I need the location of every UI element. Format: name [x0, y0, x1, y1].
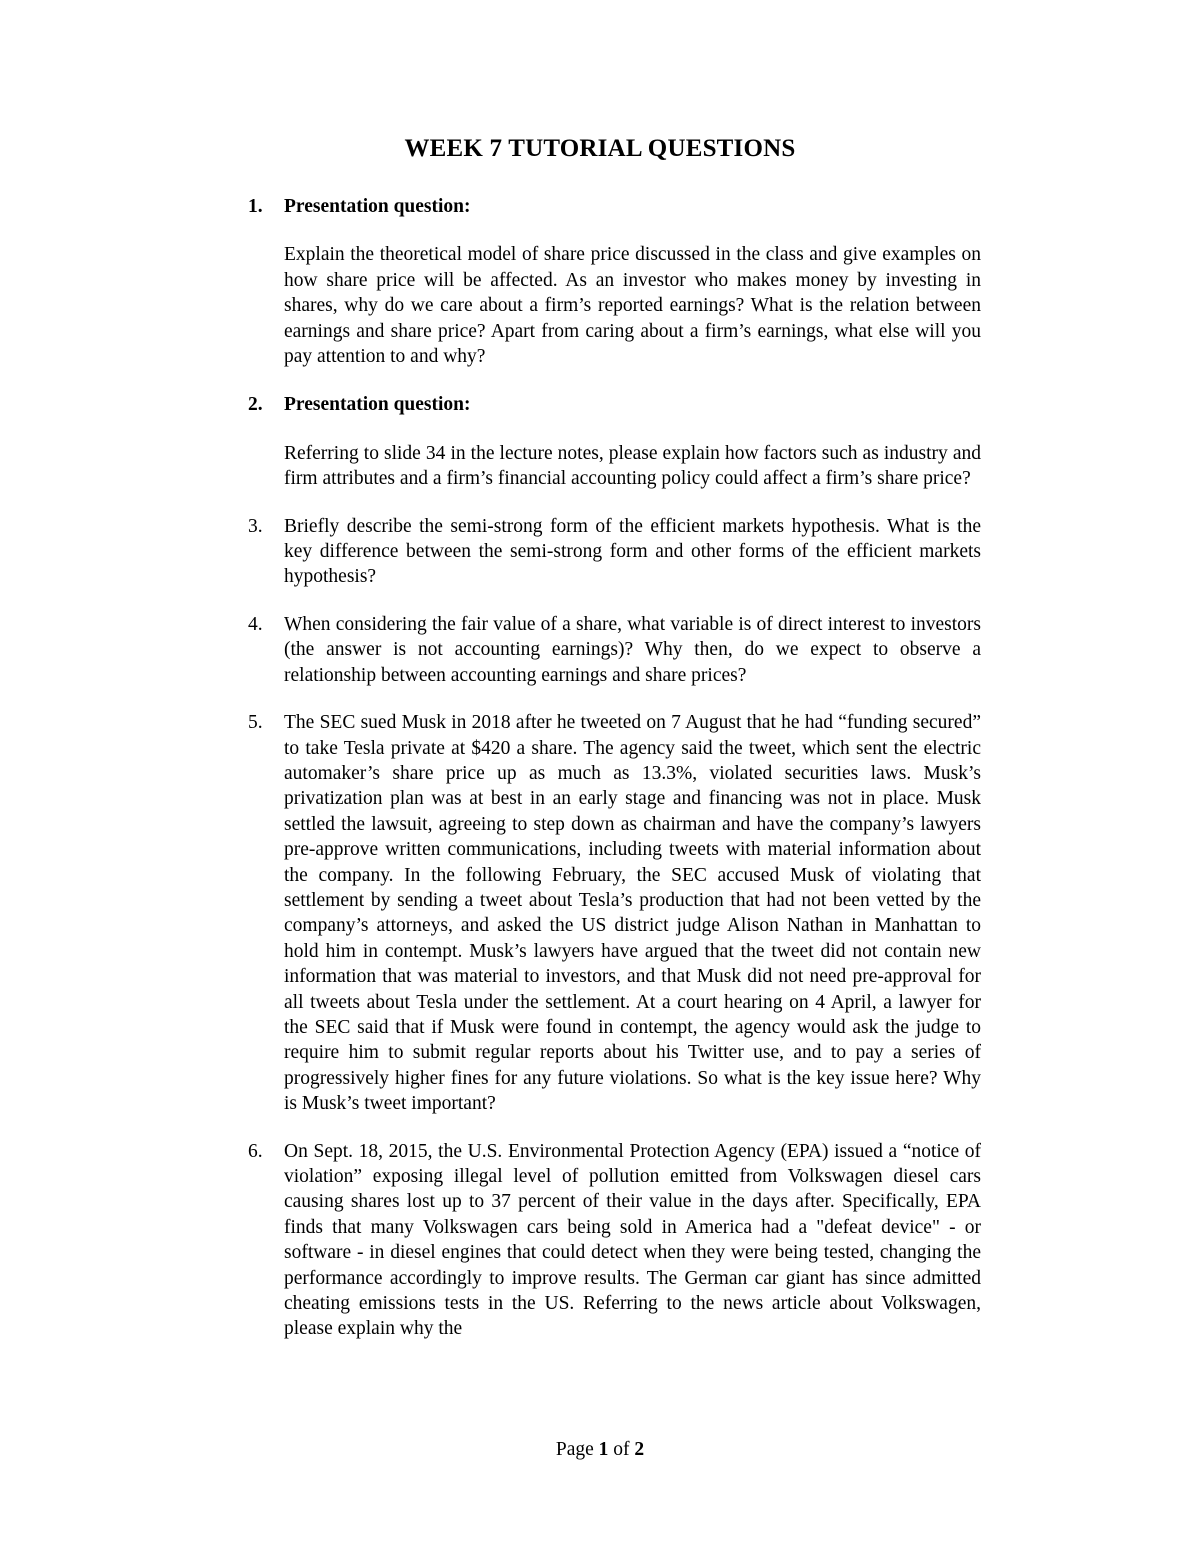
question-6	[248, 1139, 981, 1342]
question-number: 1.	[248, 196, 263, 217]
question-list	[248, 194, 981, 1342]
question-number: 3.	[248, 515, 263, 537]
page-footer	[0, 1437, 1200, 1463]
question-heading: Presentation question:	[284, 196, 471, 217]
question-number: 2.	[248, 394, 263, 416]
question-number: 4.	[248, 613, 263, 635]
footer-separator: of	[613, 1439, 630, 1460]
question-2	[248, 392, 981, 491]
question-text: The SEC sued Musk in 2018 after he tweeted on 7 August that he had “funding secured” to take Tesla private at $420 a share. The agency said the tweet, which sent the electric automaker’s share price up as much as 13.3%, violated securities laws. Musk’s privatization plan was at best in an early stage and financing was not in place. Musk settled the lawsuit, agreeing to step down as chairman and have the company’s lawyers pre-approve written communications, including tweets with material information about the company. In the following February, the SEC accused Musk of violating that settlement by sending a tweet about Tesla’s production that had not been vetted by the company’s attorneys, and asked the US district judge Alison Nathan in Manhattan to hold him in contempt. Musk’s lawyers have argued that the tweet did not contain new information that was material to investors, and that Musk did not need pre-approval for all tweets about Tesla under the settlement. At a court hearing on 4 April, a lawyer for the SEC said that if Musk were found in contempt, the agency would ask the judge to require him to submit regular reports about his Twitter use, and to pay a series of progressively higher fines for any future violations. So what is the key issue here? Why is Musk’s tweet important?	[284, 712, 981, 1115]
question-text: On Sept. 18, 2015, the U.S. Environmental Protection Agency (EPA) issued a “notice of violation” exposing illegal level of pollution emitted from Volkswagen diesel cars causing shares lost up to 37 percent of their value in the days after. Specifically, EPA finds that many Volkswagen cars being sold in America had a "defeat device" - or software - in diesel engines that could detect when they were being tested, changing the performance accordingly to improve results. The German car giant has since admitted cheating emissions tests in the US. Referring to the news article about Volkswagen, please explain why the	[284, 1140, 981, 1340]
footer-current-page: 1	[598, 1439, 609, 1460]
question-4	[248, 612, 981, 688]
question-text: Explain the theoretical model of share price discussed in the class and give examples on how share price will be affected. As an investor who makes money by investing in shares, why do we care about a firm’s reported earnings? What is the relation between earnings and share price? Apart from caring about a firm’s earnings, what else will you pay attention to and why?	[284, 244, 981, 368]
question-5	[248, 710, 981, 1117]
footer-prefix: Page	[555, 1439, 594, 1460]
question-text: Referring to slide 34 in the lecture notes, please explain how factors such as industry and firm attributes and a firm’s financial accounting policy could affect a firm’s share price?	[284, 442, 981, 490]
question-number: 5.	[248, 712, 263, 734]
question-3	[248, 514, 981, 590]
question-text: Briefly describe the semi-strong form of the efficient markets hypothesis. What is the key difference between the semi-strong form and other forms of the efficient markets hypothesis?	[284, 515, 981, 588]
page-title: WEEK 7 TUTORIAL QUESTIONS	[404, 135, 796, 162]
question-1	[248, 194, 981, 369]
question-text: When considering the fair value of a share, what variable is of direct interest to investors (the answer is not accounting earnings)? Why then, do we expect to observe a relationship between accounting earnings and share prices?	[284, 613, 981, 686]
question-number: 6.	[248, 1140, 263, 1162]
footer-total-pages: 2	[634, 1439, 645, 1460]
question-heading: Presentation question:	[284, 394, 471, 416]
